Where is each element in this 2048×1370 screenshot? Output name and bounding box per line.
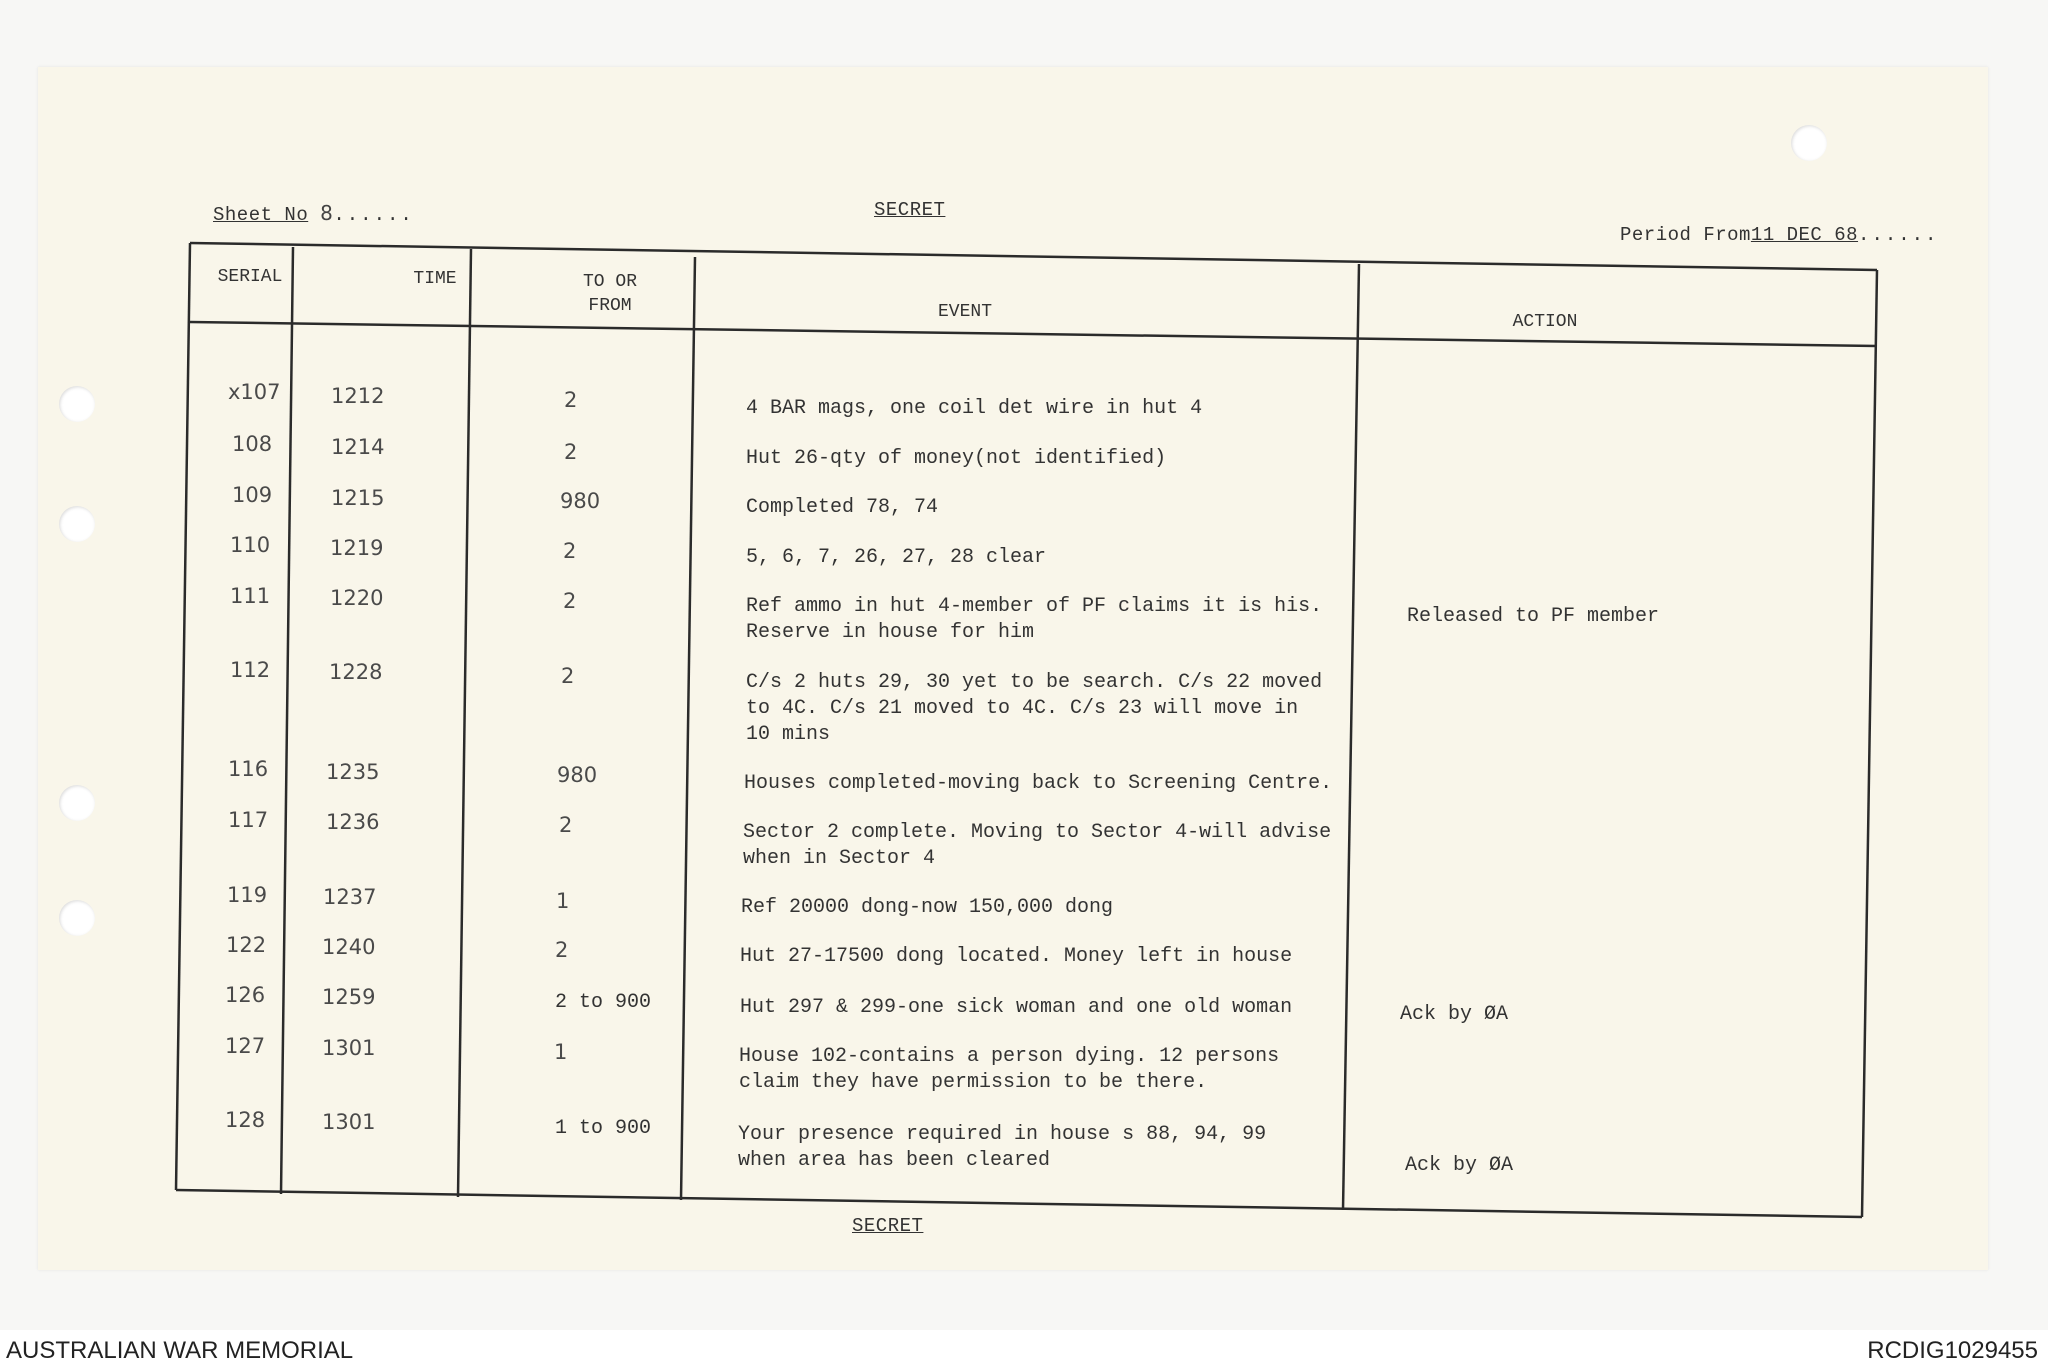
to-from-cell: 1 to 900: [555, 1117, 652, 1140]
time-cell: 1235: [326, 760, 380, 784]
event-cell: 5, 6, 7, 26, 27, 28 clear: [746, 546, 1047, 569]
classification-bottom: SECRET: [852, 1215, 924, 1237]
to-from-cell: 2: [563, 589, 577, 613]
to-from-cell: 980: [560, 489, 601, 513]
event-cell: House 102-contains a person dying. 12 persons claim they have permission to be there.: [739, 1045, 1280, 1094]
time-cell: 1215: [331, 486, 385, 510]
to-from-cell: 2 to 900: [555, 991, 652, 1014]
dot-leader: ......: [1858, 224, 1939, 246]
header-action: ACTION: [1512, 312, 1578, 332]
archive-reference: RCDIG1029455: [1867, 1337, 2038, 1364]
serial-cell: 112: [230, 658, 271, 682]
time-cell: 1237: [323, 885, 377, 909]
time-cell: 1301: [322, 1036, 376, 1060]
serial-cell: 116: [228, 757, 269, 781]
action-cell: Ack by ØA: [1400, 1003, 1509, 1026]
to-from-cell: 980: [557, 763, 598, 787]
serial-cell: x107: [228, 380, 281, 404]
time-cell: 1301: [322, 1110, 376, 1134]
header-time: TIME: [413, 269, 457, 289]
sheet-number-value: 8: [320, 201, 334, 225]
event-cell: Houses completed-moving back to Screening Centre.: [744, 772, 1333, 795]
sheet-number-field: [213, 201, 414, 226]
event-cell: Hut 297 & 299-one sick woman and one old woman: [740, 996, 1293, 1019]
to-from-cell: 2: [563, 539, 577, 563]
header-serial: SERIAL: [217, 267, 283, 287]
serial-cell: 111: [230, 584, 271, 608]
time-cell: 1228: [329, 660, 383, 684]
event-cell: Your presence required in house s 88, 94, 99 when area has been cleared: [738, 1123, 1267, 1172]
period-value: 11 DEC 68: [1750, 224, 1859, 246]
event-cell: Ref 20000 dong-now 150,000 dong: [741, 896, 1114, 919]
time-cell: 1212: [331, 384, 385, 408]
event-cell: Hut 27-17500 dong located. Money left in house: [740, 945, 1293, 968]
to-from-cell: 1: [556, 889, 570, 913]
event-cell: Hut 26-qty of money(not identified): [746, 447, 1167, 470]
event-cell: Ref ammo in hut 4-member of PF claims it is his. Reserve in house for him: [746, 595, 1323, 644]
time-cell: 1220: [330, 586, 384, 610]
sheet-number-label: Sheet No: [213, 204, 309, 226]
event-cell: Completed 78, 74: [746, 496, 939, 519]
punch-hole: [59, 506, 95, 542]
period-label: Period From: [1620, 224, 1751, 246]
punch-hole: [1791, 125, 1827, 161]
serial-cell: 122: [226, 933, 267, 957]
classification-top: SECRET: [874, 199, 946, 221]
serial-cell: 128: [225, 1108, 266, 1132]
serial-cell: 108: [232, 432, 273, 456]
time-cell: 1219: [330, 536, 384, 560]
to-from-cell: 2: [564, 440, 578, 464]
time-cell: 1259: [322, 985, 376, 1009]
serial-cell: 126: [225, 983, 266, 1007]
event-cell: C/s 2 huts 29, 30 yet to be search. C/s 22 moved to 4C. C/s 21 moved to 4C. C/s 23 will move in 10 mins: [746, 671, 1323, 746]
punch-hole: [59, 386, 95, 422]
header-to-or-from: TO OR FROM: [582, 272, 637, 317]
header-event: EVENT: [937, 302, 992, 322]
period-field: [1620, 224, 1938, 246]
time-cell: 1214: [331, 435, 385, 459]
to-from-cell: 2: [564, 388, 578, 412]
serial-cell: 109: [232, 483, 273, 507]
to-from-cell: 2: [561, 664, 575, 688]
to-from-cell: 1: [554, 1040, 568, 1064]
action-cell: Ack by ØA: [1405, 1154, 1514, 1177]
to-from-cell: 2: [555, 938, 569, 962]
time-cell: 1240: [322, 935, 376, 959]
time-cell: 1236: [326, 810, 380, 834]
serial-cell: 127: [225, 1034, 266, 1058]
serial-cell: 117: [228, 808, 269, 832]
action-cell: Released to PF member: [1407, 605, 1660, 628]
serial-cell: 110: [230, 533, 271, 557]
event-cell: Sector 2 complete. Moving to Sector 4-will advise when in Sector 4: [743, 821, 1332, 870]
punch-hole: [59, 900, 95, 936]
dot-leader: ......: [333, 204, 414, 226]
event-cell: 4 BAR mags, one coil det wire in hut 4: [746, 397, 1203, 420]
archive-credit: AUSTRALIAN WAR MEMORIAL: [6, 1337, 354, 1364]
to-from-cell: 2: [559, 813, 573, 837]
punch-hole: [59, 785, 95, 821]
serial-cell: 119: [227, 883, 268, 907]
